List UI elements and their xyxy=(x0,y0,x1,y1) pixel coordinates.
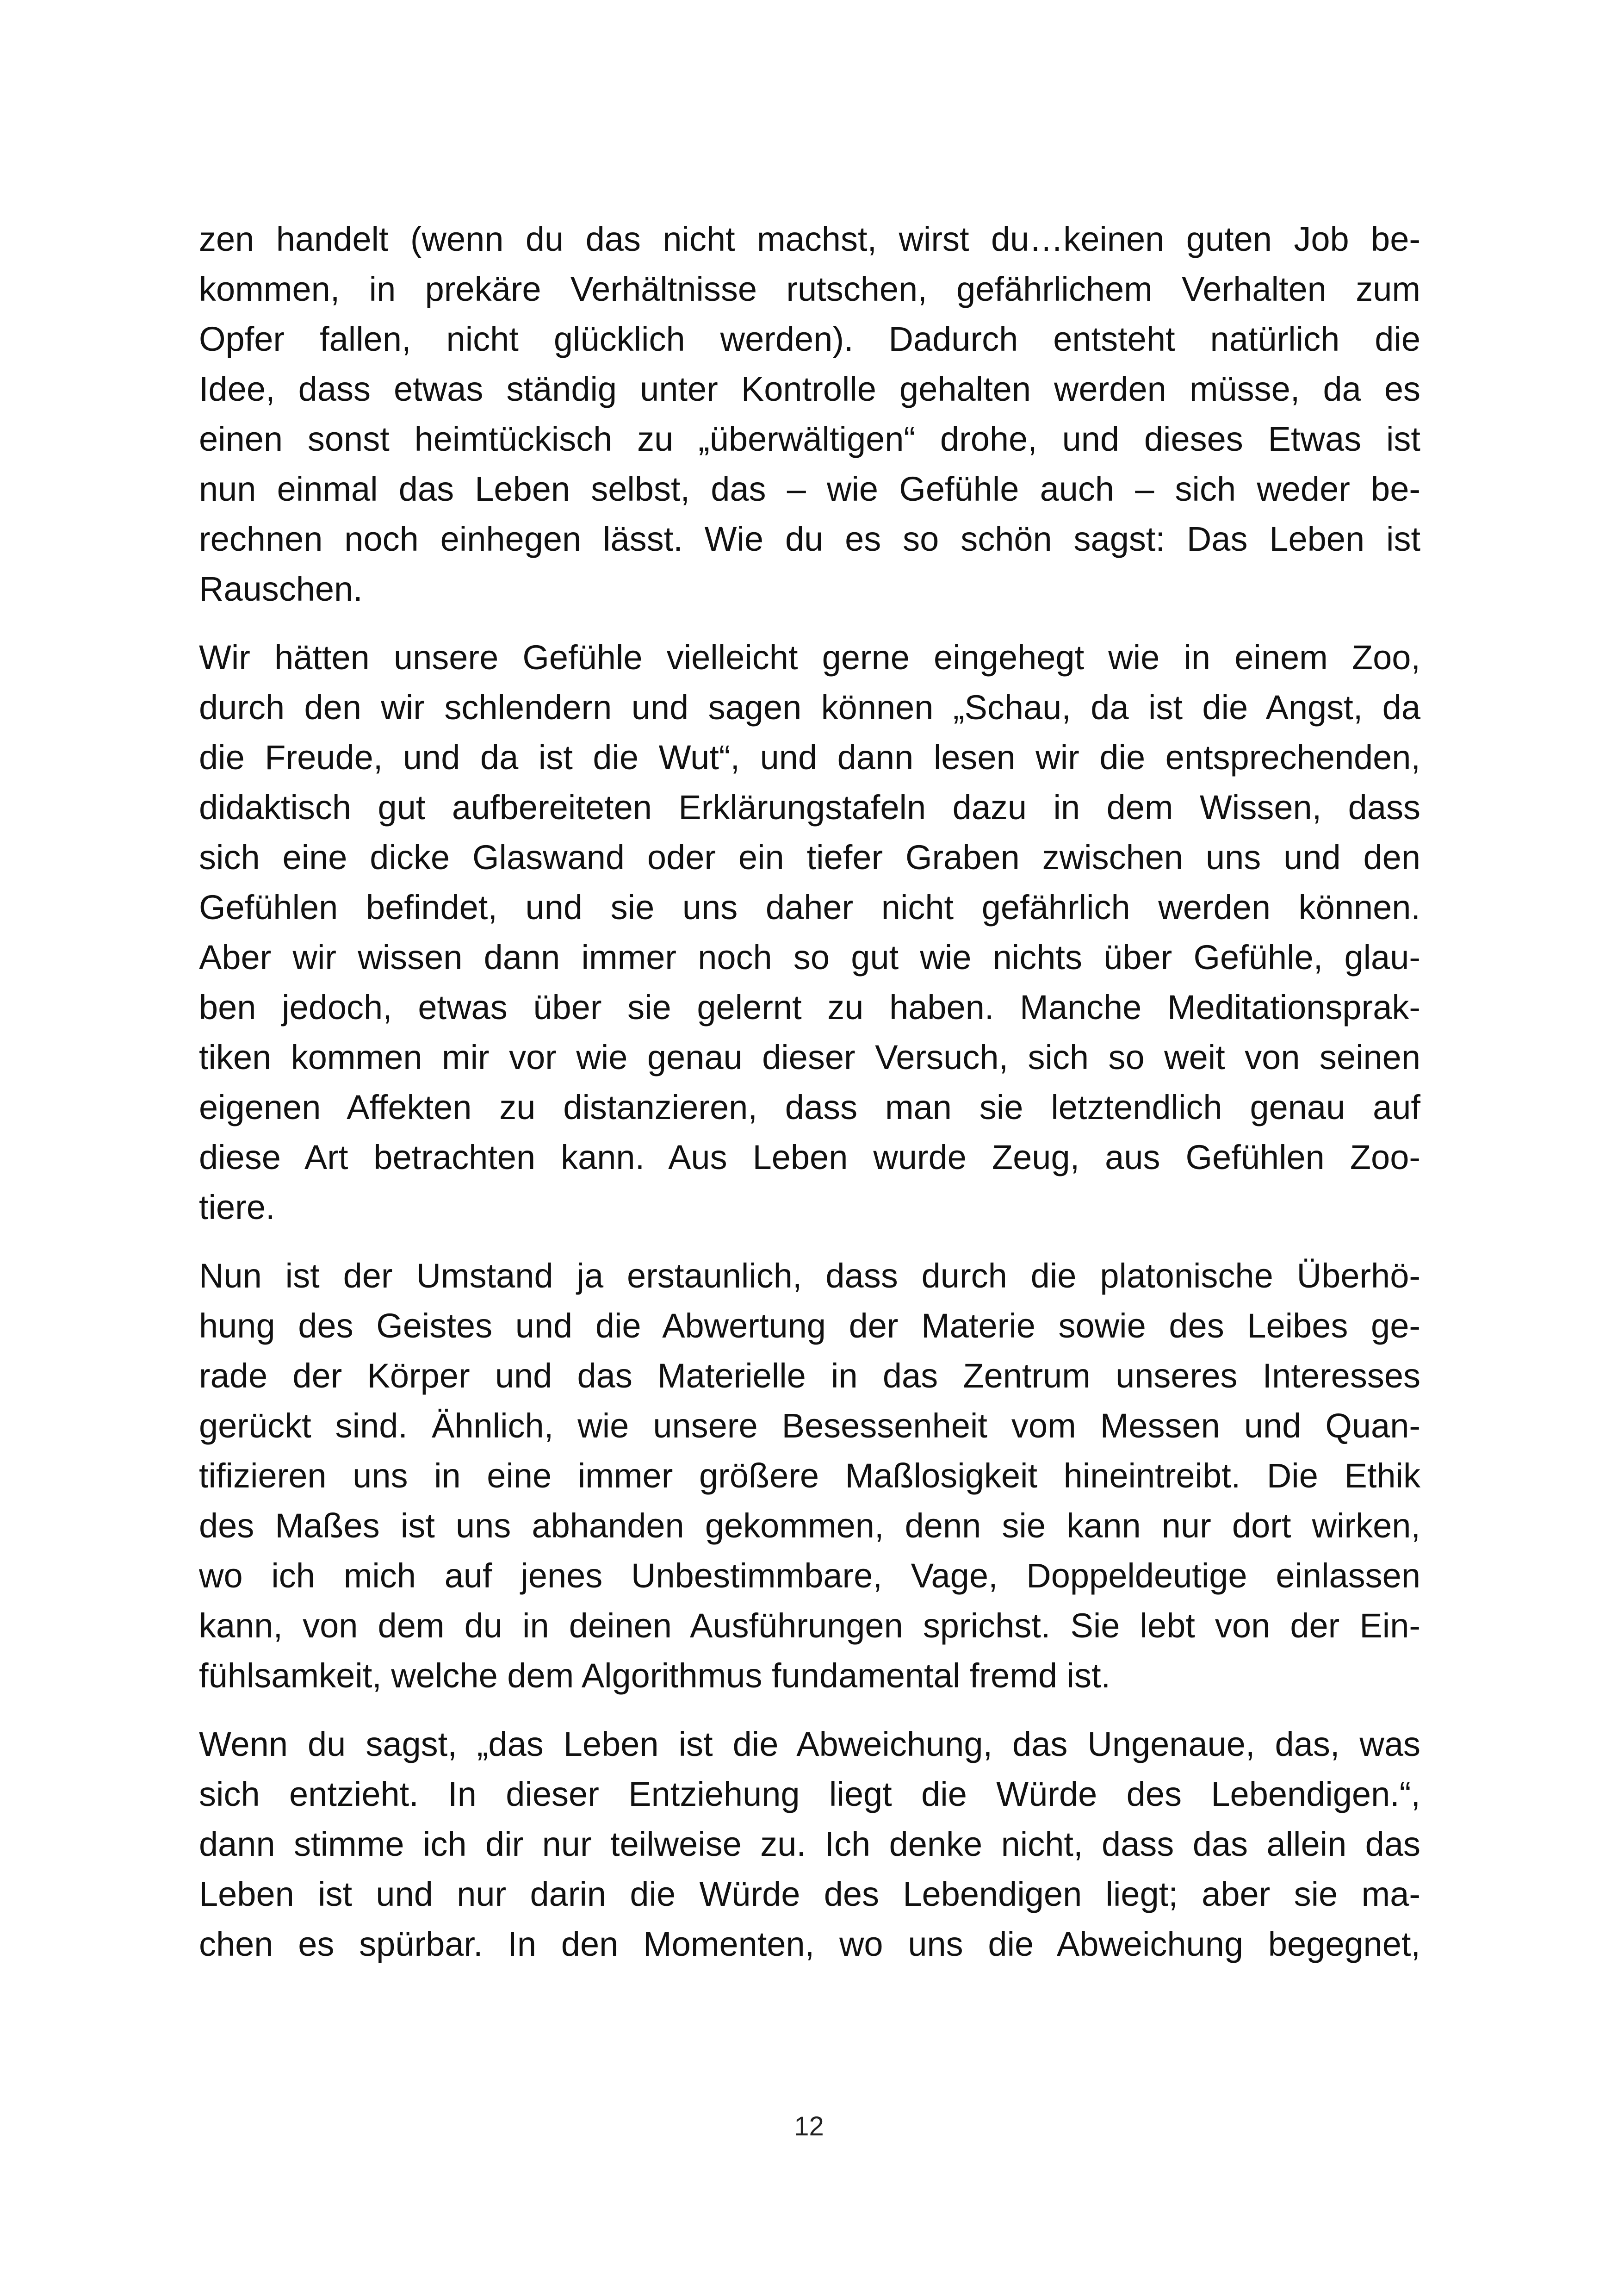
text-line: Rauschen. xyxy=(199,570,363,608)
text-line: durch den wir schlendern und sagen können „Schau, da ist die Angst, da xyxy=(199,688,1420,727)
text-line: rechnen noch einhegen lässt. Wie du es so schön sagst: Das Leben ist xyxy=(199,520,1420,558)
text-line: Opfer fallen, nicht glücklich werden). Dadurch entsteht natürlich die xyxy=(199,320,1420,358)
text-line: Gefühlen befindet, und sie uns daher nicht gefährlich werden können. xyxy=(199,888,1420,927)
paragraph xyxy=(199,1251,1420,1701)
page-number: 12 xyxy=(794,2111,824,2141)
text-line: Nun ist der Umstand ja erstaunlich, dass durch die platonische Überhö- xyxy=(199,1257,1420,1295)
text-line: zen handelt (wenn du das nicht machst, wirst du…keinen guten Job be- xyxy=(199,220,1420,258)
paragraph xyxy=(199,633,1420,1232)
text-line: dann stimme ich dir nur teilweise zu. Ich denke nicht, dass das allein das xyxy=(199,1825,1420,1863)
text-line: chen es spürbar. In den Momenten, wo uns die Abweichung begegnet, xyxy=(199,1925,1420,1963)
text-line: kommen, in prekäre Verhältnisse rutschen, gefährlichem Verhalten zum xyxy=(199,270,1420,308)
text-line: hung des Geistes und die Abwertung der Materie sowie des Leibes ge- xyxy=(199,1307,1420,1345)
text-line: wo ich mich auf jenes Unbestimmbare, Vage, Doppeldeutige einlassen xyxy=(199,1556,1420,1595)
text-line: Wenn du sagst, „das Leben ist die Abweichung, das Ungenaue, das, was xyxy=(199,1725,1420,1763)
text-line: einen sonst heimtückisch zu „überwältigen“ drohe, und dieses Etwas ist xyxy=(199,420,1420,458)
text-line: kann, von dem du in deinen Ausführungen sprichst. Sie lebt von der Ein- xyxy=(199,1606,1420,1645)
text-line: Aber wir wissen dann immer noch so gut wie nichts über Gefühle, glau- xyxy=(199,938,1420,977)
text-line: sich entzieht. In dieser Entziehung liegt die Würde des Lebendigen.“, xyxy=(199,1775,1420,1813)
text-line: fühlsamkeit, welche dem Algorithmus fundamental fremd ist. xyxy=(199,1656,1111,1695)
text-line: nun einmal das Leben selbst, das – wie Gefühle auch – sich weder be- xyxy=(199,470,1420,508)
text-line: tiken kommen mir vor wie genau dieser Versuch, sich so weit von seinen xyxy=(199,1038,1420,1076)
text-line: die Freude, und da ist die Wut“, und dann lesen wir die entsprechenden, xyxy=(199,738,1420,777)
paragraph xyxy=(199,214,1420,614)
text-line: tiere. xyxy=(199,1188,275,1226)
text-line: Idee, dass etwas ständig unter Kontrolle gehalten werden müsse, da es xyxy=(199,370,1420,408)
body-text xyxy=(199,214,1420,1988)
text-line: gerückt sind. Ähnlich, wie unsere Besessenheit vom Messen und Quan- xyxy=(199,1406,1420,1445)
text-line: eigenen Affekten zu distanzieren, dass man sie letztendlich genau auf xyxy=(199,1088,1420,1126)
text-line: rade der Körper und das Materielle in das Zentrum unseres Interesses xyxy=(199,1356,1420,1395)
text-line: tifizieren uns in eine immer größere Maßlosigkeit hineintreibt. Die Ethik xyxy=(199,1456,1420,1495)
text-line: sich eine dicke Glaswand oder ein tiefer Graben zwischen uns und den xyxy=(199,838,1420,877)
text-line: des Maßes ist uns abhanden gekommen, denn sie kann nur dort wirken, xyxy=(199,1506,1420,1545)
paragraph xyxy=(199,1719,1420,1969)
text-line: Leben ist und nur darin die Würde des Lebendigen liegt; aber sie ma- xyxy=(199,1875,1420,1913)
text-line: Wir hätten unsere Gefühle vielleicht gerne eingehegt wie in einem Zoo, xyxy=(199,638,1420,677)
text-line: ben jedoch, etwas über sie gelernt zu haben. Manche Meditationsprak- xyxy=(199,988,1420,1027)
text-line: diese Art betrachten kann. Aus Leben wurde Zeug, aus Gefühlen Zoo- xyxy=(199,1138,1420,1176)
text-line: didaktisch gut aufbereiteten Erklärungstafeln dazu in dem Wissen, dass xyxy=(199,788,1420,827)
